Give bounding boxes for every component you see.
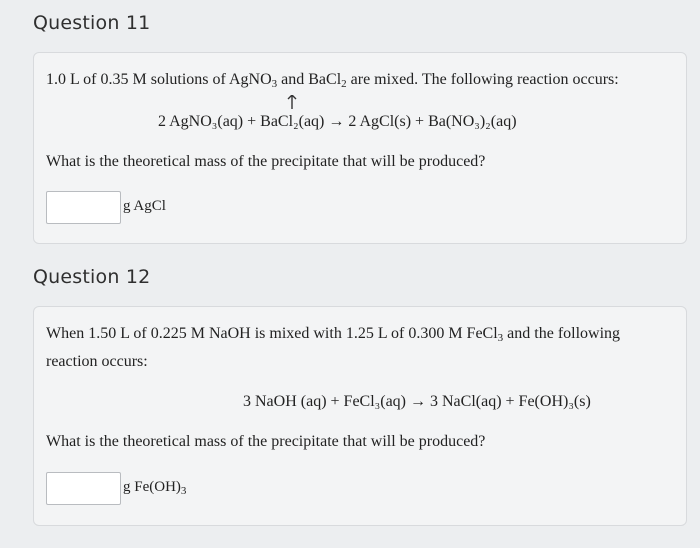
question-12-card	[33, 306, 687, 526]
question-12-equation: 3 NaOH (aq) + FeCl₃(aq) → 3 NaCl(aq) + Fe(OH)₃(s)	[243, 393, 591, 410]
question-12-prompt: What is the theoretical mass of the precipitate that will be produced?	[46, 433, 486, 450]
question-12-intro-line1: When 1.50 L of 0.225 M NaOH is mixed with 1.25 L of 0.300 M FeCl$_3$ and the following	[46, 325, 621, 344]
mouse-cursor-icon	[287, 95, 297, 109]
question-11-intro: 1.0 L of 0.35 M solutions of AgNO$_3$ and BaCl$_2$ are mixed. The following reaction occurs:	[46, 71, 619, 90]
question-11-title: Question 11	[33, 12, 151, 34]
question-12-answer-input[interactable]	[46, 472, 121, 505]
question-12-unit: g $Fe(OH)_3$	[123, 479, 187, 497]
question-11-card	[33, 52, 687, 244]
question-11-answer-input[interactable]	[46, 191, 121, 224]
question-11-prompt: What is the theoretical mass of the precipitate that will be produced?	[46, 153, 486, 170]
question-11-equation: 2 AgNO₃(aq) + BaCl₂(aq) → 2 AgCl(s) + Ba(NO₃)₂(aq)	[158, 113, 517, 130]
question-11-unit: g AgCl	[123, 198, 166, 214]
question-12-title: Question 12	[33, 266, 151, 288]
question-12-intro-line2: reaction occurs:	[46, 353, 148, 370]
